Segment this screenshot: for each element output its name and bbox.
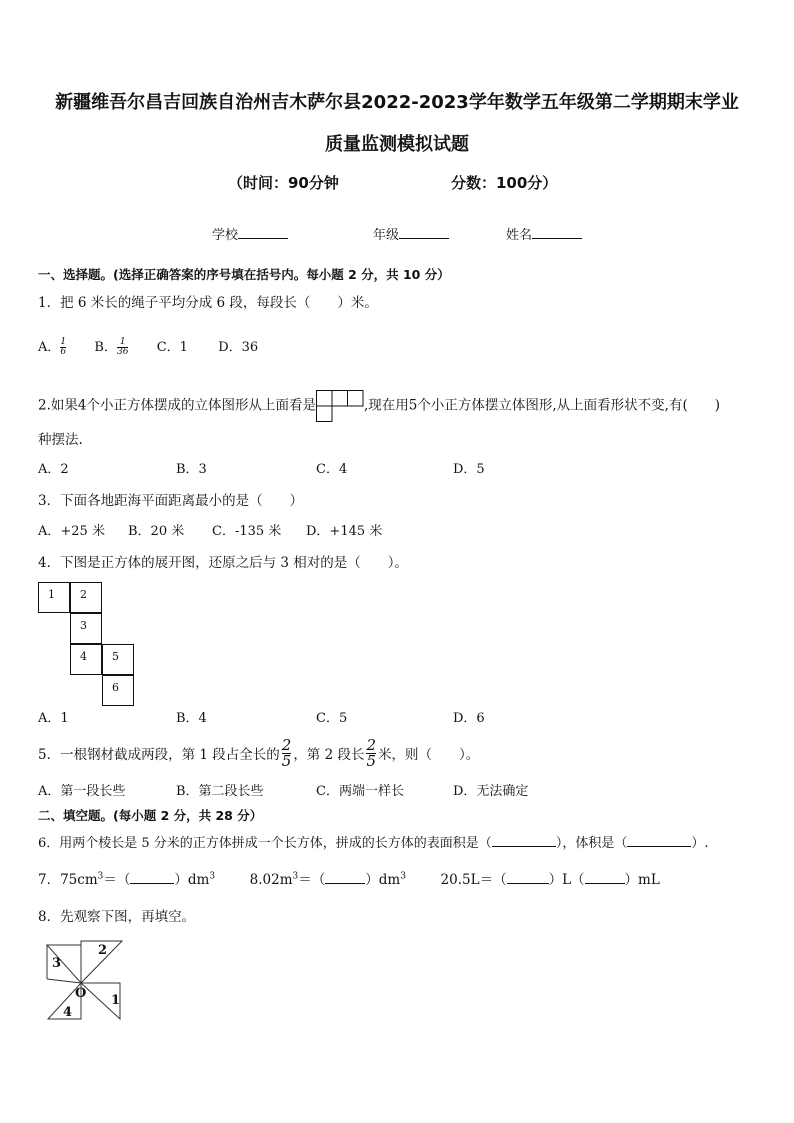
exam-time: （时间：90分钟 (228, 174, 339, 192)
pinwheel-label-2: 2 (98, 943, 108, 958)
q1-option-a[interactable]: A． $\frac{1}{6}$ (38, 337, 67, 357)
q4-option-a[interactable]: A．1 (38, 711, 69, 726)
q1-option-a-fraction: $\frac{1}{6}$ (60, 337, 67, 357)
cube-net (38, 582, 138, 698)
net-face-2: 2 (70, 582, 102, 613)
q2-option-b[interactable]: B．3 (176, 462, 207, 477)
grade-field (373, 224, 449, 243)
q3-option-d[interactable]: D．+145 米 (306, 524, 383, 539)
q7-blank-4[interactable] (585, 869, 625, 884)
exam-score: 分数：100分） (451, 174, 558, 192)
q8-text: 8．先观察下图，再填空。 (38, 909, 196, 925)
q1-options (38, 336, 258, 357)
name-field (506, 224, 582, 243)
q3-option-c[interactable]: C．-135 米 (212, 524, 282, 539)
q4-option-c[interactable]: C．5 (316, 711, 348, 726)
q2-text-line2: 种摆法. (38, 432, 83, 448)
pinwheel-label-3: 3 (52, 956, 62, 971)
q4-option-b[interactable]: B．4 (176, 711, 207, 726)
q1-option-d[interactable]: D．36 (218, 340, 259, 355)
exam-title-line1: 新疆维吾尔昌吉回族自治州吉木萨尔县2022-2023学年数学五年级第二学期期末学业 (55, 92, 739, 113)
q6-area-blank[interactable] (492, 832, 556, 847)
q5-fraction-2: $\frac{2}{5}$ (366, 735, 377, 770)
q5-option-a[interactable]: A．第一段长些 (38, 784, 126, 799)
school-blank[interactable] (238, 224, 288, 239)
net-face-5: 5 (102, 644, 134, 675)
q6-volume-blank[interactable] (627, 832, 691, 847)
net-face-1: 1 (38, 582, 70, 613)
pinwheel-label-1: 1 (111, 993, 121, 1008)
q3-text: 3．下面各地距海平面距离最小的是（ ） (38, 493, 304, 509)
section1-heading: 一、选择题。(选择正确答案的序号填在括号内。每小题 2 分，共 10 分） (38, 267, 450, 282)
grade-label: 年级 (373, 228, 400, 243)
q1-option-b[interactable]: B． $\frac{1}{36}$ (94, 337, 129, 357)
q7-part3: 20.5L＝（ ）L（ ）mL (441, 872, 660, 888)
q3-option-b[interactable]: B．20 米 (128, 524, 185, 539)
pinwheel-figure (44, 937, 126, 1023)
school-label: 学校 (212, 228, 239, 243)
q2-option-a[interactable]: A．2 (38, 462, 69, 477)
pinwheel-label-o: O (75, 986, 87, 1001)
q1-text: 1．把 6 米长的绳子平均分成 6 段，每段长（ ）米。 (38, 295, 378, 311)
q3-option-a[interactable]: A．+25 米 (38, 524, 105, 539)
name-label: 姓名 (506, 228, 533, 243)
net-face-6: 6 (102, 675, 134, 706)
q2-option-d[interactable]: D．5 (453, 462, 485, 477)
q7-text (38, 868, 660, 888)
q5-option-b[interactable]: B．第二段长些 (176, 784, 264, 799)
q6-text: 6．用两个棱长是 5 分米的正方体拼成一个长方体，拼成的长方体的表面积是（ ），体积是（ ）. (38, 832, 708, 851)
q5-fraction-1: $\frac{2}{5}$ (281, 735, 292, 770)
q4-option-d[interactable]: D．6 (453, 711, 485, 726)
q4-text: 4．下图是正方体的展开图，还原之后与 3 相对的是（ ）。 (38, 555, 409, 571)
q7-part1: 7．$75cm^3=$（ ）$dm^3$ (38, 872, 215, 888)
net-face-4: 4 (70, 644, 102, 675)
q5-text: 5．一根钢材截成两段，第 1 段占全长的 $\frac{2}{5}$ ，第 2 段长 $\frac{2}{5}$ 米，则（ ）。 (38, 735, 480, 770)
q5-option-d[interactable]: D．无法确定 (453, 784, 529, 799)
q7-blank-2[interactable] (325, 869, 365, 884)
q1-option-b-fraction: $\frac{1}{36}$ (116, 337, 129, 357)
name-blank[interactable] (532, 224, 582, 239)
school-field (212, 224, 288, 243)
net-face-3: 3 (70, 613, 102, 644)
section2-heading: 二、填空题。(每小题 2 分，共 28 分） (38, 808, 263, 823)
grade-blank[interactable] (399, 224, 449, 239)
q5-option-c[interactable]: C．两端一样长 (316, 784, 404, 799)
exam-title-line2: 质量监测模拟试题 (325, 134, 469, 155)
q2-option-c[interactable]: C．4 (316, 462, 348, 477)
q7-part2: $8.02m^3=$（ ）$dm^3$ (250, 872, 406, 888)
q2-text: 2.如果4个小正方体摆成的立体图形从上面看是 ,现在用5个小正方体摆立体图形,从上面看形状不变,有( ) (38, 390, 720, 422)
top-view-figure (316, 390, 364, 422)
q1-option-c[interactable]: C．1 (156, 340, 188, 355)
q7-blank-3[interactable] (507, 869, 549, 884)
pinwheel-label-4: 4 (63, 1005, 73, 1020)
q7-blank-1[interactable] (130, 869, 174, 884)
